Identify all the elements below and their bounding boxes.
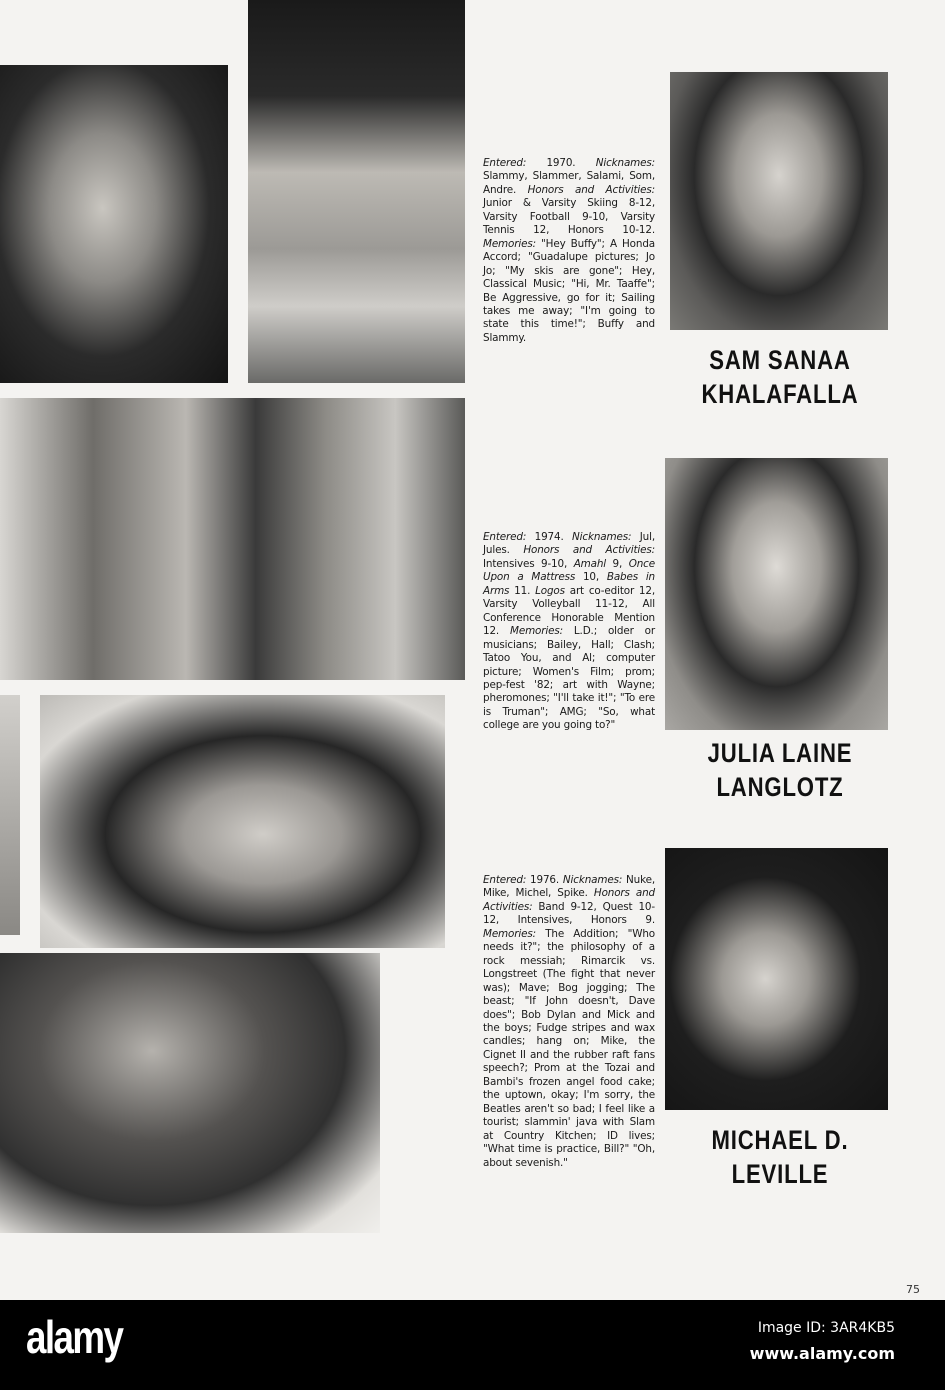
senior-name-1	[673, 343, 886, 411]
bio-text: "Hey Buffy"; A Honda Accord; "Guadalupe pictures; Jo Jo; "My skis are gone"; Hey, Classical Music; "Hi, Mr. Taaffe"; Be Aggressive, go for it; Sailing takes me away; "I'm going to state this time!"; Buffy and Slammy.	[483, 237, 655, 344]
last-name-line: LEVILLE	[731, 1159, 829, 1189]
bio-heading: Babes in Arms	[483, 571, 655, 597]
bio-text-2	[483, 531, 655, 733]
candid-photo-ping-pong	[248, 0, 465, 383]
bio-text: Jul, Jules.	[483, 531, 655, 557]
bio-heading: Memories:	[483, 927, 536, 940]
bio-text: 1970.	[526, 157, 596, 169]
bio-heading: Honors and Activities:	[483, 887, 655, 913]
bio-heading: Entered:	[483, 157, 527, 169]
senior-portrait-2	[665, 458, 888, 730]
senior-portrait-1	[670, 72, 888, 330]
bio-heading: Entered:	[483, 531, 527, 543]
bio-text: art co-editor 12, Varsity Volleyball 11-12, All Conference Honorable Mention 12.	[483, 584, 655, 638]
candid-photo-boy-smiling	[40, 695, 445, 948]
bio-heading: Memories:	[510, 625, 563, 638]
page-number: 75	[906, 1283, 920, 1296]
bio-text: The Addition; "Who needs it?"; the philosophy of a rock messiah; Rimarcik vs. Longstreet (The fight that never was); Mave; Bog jogging; The beast; "If John doesn't, Dave does"; Bob Dylan and Mick and the boys; Fudge stripes and wax candles; hang on; Mike, the Cignet II and the rubber raft fans speech?; Prom at the Tozai and Bambi's frozen angel food cake; the uptown, okay; I'm sorry, the Beatles aren't so bad; I feel like a tourist; slammin' java with Slam at Country Kitchen; ID lives; "What time is practice, Bill?" "Oh, about sevenish."	[483, 927, 655, 1169]
bio-heading: Logos	[535, 584, 565, 597]
bio-text: Slammy, Slammer, Salami, Som, Andre.	[483, 170, 655, 196]
bio-heading: Amahl	[573, 557, 607, 570]
first-name-line: JULIA LAINE	[707, 738, 853, 768]
watermark-banner	[0, 1300, 945, 1390]
bio-text: 1976.	[526, 874, 563, 886]
bio-heading: Memories:	[483, 237, 536, 250]
senior-name-2	[673, 736, 886, 804]
bio-text: L.D.; older or musicians; Bailey, Hall; Clash; Tatoo You, and Al; computer picture; Women's Film; prom; pep-fest '82; art with Wayne; pheromones; "I'll take it!"; "To ere is Truman"; AMG; "So, what college are you going to?"	[483, 625, 655, 732]
bio-text: Band 9-12, Quest 10-12, Intensives, Honors 9.	[483, 900, 655, 927]
candid-photo-group	[0, 398, 465, 680]
image-id: Image ID: 3AR4KB5	[757, 1320, 895, 1336]
bio-text-1	[483, 157, 655, 345]
last-name-line: LANGLOTZ	[716, 772, 844, 802]
last-name-line: KHALAFALLA	[701, 379, 859, 409]
first-name-line: SAM SANAA	[709, 345, 851, 375]
bio-text: 10,	[575, 571, 607, 584]
alamy-logo: alamy	[26, 1311, 123, 1363]
bio-text: 11.	[509, 584, 536, 597]
bio-text: 1974.	[526, 531, 573, 543]
bio-heading: Nicknames:	[572, 531, 632, 543]
first-name-line: MICHAEL D.	[711, 1125, 849, 1155]
bio-heading: Once Upon a Mattress	[483, 557, 655, 584]
bio-heading: Nicknames:	[562, 874, 623, 886]
bio-text: Nuke, Mike, Michel, Spike.	[483, 874, 655, 900]
bio-text: Intensives 9-10,	[483, 557, 574, 570]
bio-text: 9,	[606, 557, 629, 570]
candid-photo-girl-at-desk	[0, 953, 380, 1233]
senior-portrait-3	[665, 848, 888, 1110]
bio-text-3	[483, 874, 655, 1170]
candid-photo-edge	[0, 695, 20, 935]
bio-heading: Nicknames:	[595, 157, 655, 169]
bio-heading: Entered:	[483, 874, 527, 886]
bio-text: Junior & Varsity Skiing 8-12, Varsity Football 9-10, Varsity Tennis 12, Honors 10-12.	[483, 197, 655, 237]
site-url: www.alamy.com	[749, 1344, 895, 1363]
bio-heading: Honors and Activities:	[523, 544, 655, 557]
bio-heading: Honors and Activities:	[527, 183, 655, 196]
candid-photo-boy-portrait	[0, 65, 228, 383]
senior-name-3	[673, 1123, 886, 1191]
